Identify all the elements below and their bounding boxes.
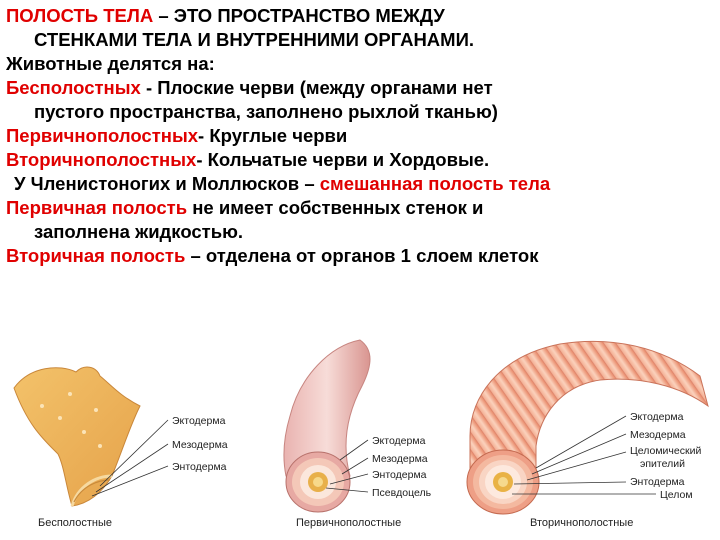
roundworm-figure: [284, 340, 432, 529]
primary-text1: не имеет собственных стенок и: [187, 197, 484, 218]
heading: [6, 4, 716, 52]
caption-pseudocoelomate: Первичнополостные: [296, 517, 402, 529]
flatworm-figure: [14, 367, 228, 529]
item-acoelomate: [6, 76, 716, 124]
annelid-figure: [467, 341, 708, 529]
item-coelomate-text: - Кольчатые черви и Хордовые.: [196, 149, 490, 170]
term-acoelomate: Бесполостных: [6, 77, 141, 98]
term-coelomate: Вторичнополостных: [6, 149, 197, 170]
term-pseudocoelomate: Первичнополостных: [6, 125, 199, 146]
flatworm-label-endoderm: Энтодерма: [172, 461, 227, 473]
slide-text: [6, 4, 716, 268]
roundworm-label-mesoderm: Мезодерма: [372, 453, 428, 465]
roundworm-label-pseudocoel: Псевдоцель: [372, 487, 432, 499]
primary-term: Первичная полость: [6, 197, 188, 218]
annelid-label-mesoderm: Мезодерма: [630, 429, 686, 441]
worm-illustrations: [0, 336, 720, 540]
secondary-cavity: [6, 244, 716, 268]
roundworm-label-endoderm: Энтодерма: [372, 469, 427, 481]
illustration-panel: [0, 336, 720, 540]
annelid-label-coelomic: Целомический: [630, 445, 702, 457]
caption-acoelomate: Бесполостные: [38, 517, 112, 529]
item-pseudocoelomate-text: - Круглые черви: [198, 125, 348, 146]
item-acoelomate-text1: - Плоские черви (между органами нет: [140, 77, 493, 98]
flatworm-label-ectoderm: Эктодерма: [172, 415, 226, 427]
flatworm-label-mesoderm: Мезодерма: [172, 439, 228, 451]
roundworm-label-ectoderm: Эктодерма: [372, 435, 426, 447]
item-coelomate: [6, 148, 716, 172]
heading-line2: СТЕНКАМИ ТЕЛА И ВНУТРЕННИМИ ОРГАНАМИ.: [34, 29, 475, 50]
item-pseudocoelomate: [6, 124, 716, 148]
heading-rest: – ЭТО ПРОСТРАНСТВО МЕЖДУ: [153, 5, 445, 26]
mixed-prefix: У Членистоногих и Моллюсков –: [14, 173, 320, 194]
intro-text: Животные делятся на:: [6, 53, 215, 74]
annelid-label-epithelium: эпителий: [640, 458, 685, 470]
primary-text2: заполнена жидкостью.: [34, 221, 244, 242]
heading-red: ПОЛОСТЬ ТЕЛА: [6, 5, 154, 26]
secondary-term: Вторичная полость: [6, 245, 186, 266]
primary-cavity: [6, 196, 716, 244]
annelid-label-ectoderm: Эктодерма: [630, 411, 684, 423]
secondary-text: – отделена от органов 1 слоем клеток: [185, 245, 539, 266]
annelid-label-coelom: Целом: [660, 489, 693, 501]
item-acoelomate-text2: пустого пространства, заполнено рыхлой тканью): [34, 101, 498, 122]
flatworm-body: [14, 367, 140, 506]
caption-coelomate: Вторичнополостные: [530, 517, 634, 529]
annelid-label-endoderm: Энтодерма: [630, 476, 685, 488]
mixed-cavity: [6, 172, 716, 196]
mixed-red: смешанная полость тела: [319, 173, 551, 194]
